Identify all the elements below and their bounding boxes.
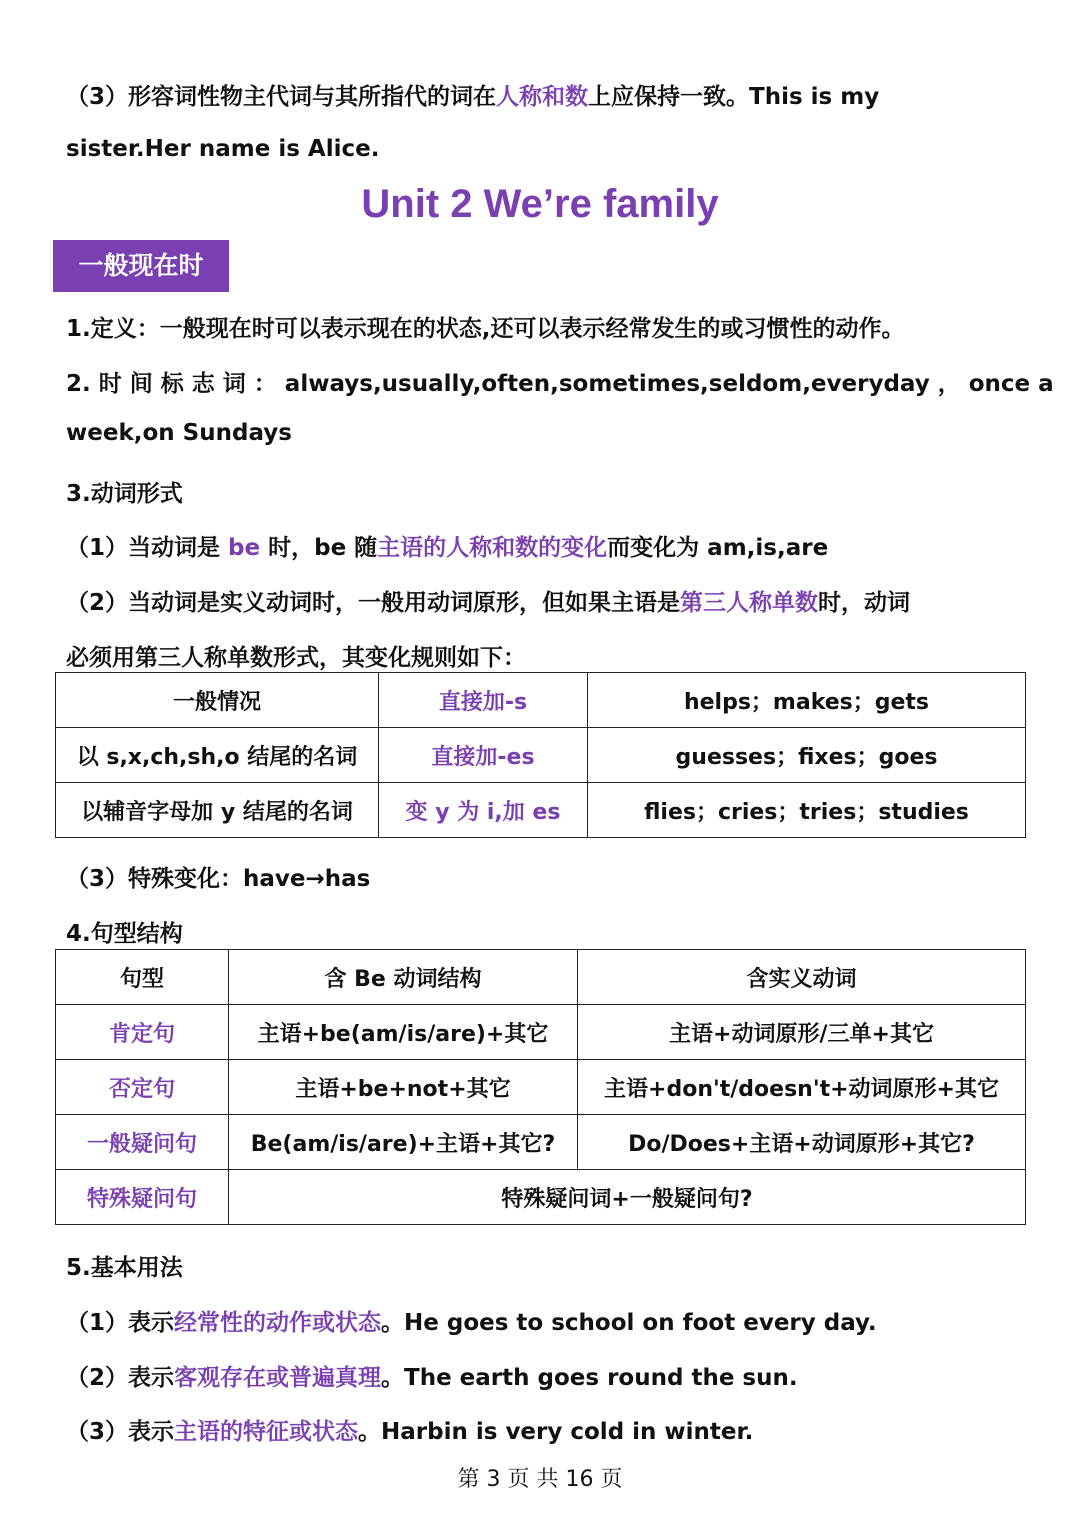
sentence-type: 否定句 [56, 1060, 229, 1115]
usage-suffix: 。The earth goes round the sun. [381, 1365, 798, 1391]
sentence-type: 一般疑问句 [56, 1115, 229, 1170]
usage-suffix: 。He goes to school on foot every day. [381, 1310, 877, 1336]
verb-rule-1-suffix: 而变化为 am,is,are [607, 535, 829, 561]
time-words-line-1: 2. 时 间 标 志 词 ： always,usually,often,sometimes,seldom,everyday ， once a [66, 371, 1054, 397]
sentence-heading: 4.句型结构 [66, 921, 183, 947]
table-row [56, 728, 1026, 783]
usage-2 [66, 1359, 1014, 1392]
definition: 1.定义：一般现在时可以表示现在的状态,还可以表示经常发生的或习惯性的动作。 [66, 316, 905, 342]
rule-method: 变 y 为 i,加 es [379, 783, 588, 838]
verb-rule-1-be: be [228, 535, 261, 561]
verb-rule-1-highlight: 主语的人称和数的变化 [377, 535, 608, 561]
time-words-line-2: week,on Sundays [66, 420, 292, 446]
verb-structure: 主语+动词原形/三单+其它 [578, 1005, 1026, 1060]
usage-suffix: 。Harbin is very cold in winter. [358, 1419, 754, 1445]
verb-rule-2-line-2: 必须用第三人称单数形式，其变化规则如下： [66, 645, 526, 671]
intro-highlight: 人称和数 [496, 84, 589, 110]
sentence-type: 特殊疑问句 [56, 1170, 229, 1225]
be-structure: 主语+be(am/is/are)+其它 [229, 1005, 578, 1060]
usage-highlight: 主语的特征或状态 [174, 1419, 359, 1445]
table-row [56, 1115, 1026, 1170]
intro-text: （3）形容词性物主代词与其所指代的词在 [66, 84, 497, 110]
usage-3 [66, 1413, 1014, 1446]
verb-rule-1-prefix: （1）当动词是 [66, 535, 229, 561]
usage-heading: 5.基本用法 [66, 1255, 183, 1281]
intro-suffix: 上应保持一致。This is my [588, 84, 880, 110]
rule-case: 以辅音字母加 y 结尾的名词 [56, 783, 379, 838]
page-footer: 第 3 页 共 16 页 [457, 1467, 623, 1492]
rule-examples: flies；cries；tries；studies [588, 783, 1026, 838]
table-row [56, 1060, 1026, 1115]
table-row [56, 783, 1026, 838]
rule-examples: helps；makes；gets [588, 673, 1026, 728]
verb-rule-2-suffix: 时，动词 [818, 590, 911, 616]
verb-rule-2-highlight: 第三人称单数 [680, 590, 819, 616]
header-verb: 含实义动词 [578, 950, 1026, 1005]
table-row [56, 673, 1026, 728]
verb-structure: Do/Does+主语+动词原形+其它? [578, 1115, 1026, 1170]
special-structure: 特殊疑问词+一般疑问句? [229, 1170, 1026, 1225]
be-structure: 主语+be+not+其它 [229, 1060, 578, 1115]
rule-case: 以 s,x,ch,sh,o 结尾的名词 [56, 728, 379, 783]
header-type: 句型 [56, 950, 229, 1005]
verb-form-heading: 3.动词形式 [66, 481, 183, 507]
verb-rule-2-prefix: （2）当动词是实义动词时，一般用动词原形，但如果主语是 [66, 590, 681, 616]
rule-method: 直接加-es [379, 728, 588, 783]
usage-prefix: （2）表示 [66, 1365, 175, 1391]
table-row [56, 1005, 1026, 1060]
rule-method: 直接加-s [379, 673, 588, 728]
third-person-rules-table [55, 672, 1026, 838]
sentence-structure-table [55, 949, 1026, 1225]
table-row [56, 1170, 1026, 1225]
usage-highlight: 客观存在或普遍真理 [174, 1365, 382, 1391]
rule-examples: guesses；fixes；goes [588, 728, 1026, 783]
verb-rule-2-line-1 [66, 584, 1014, 617]
usage-prefix: （1）表示 [66, 1310, 175, 1336]
special-change: （3）特殊变化：have→has [66, 866, 371, 892]
usage-1 [66, 1304, 1014, 1337]
verb-structure: 主语+don't/doesn't+动词原形+其它 [578, 1060, 1026, 1115]
section-banner: 一般现在时 [53, 240, 229, 292]
header-be: 含 Be 动词结构 [229, 950, 578, 1005]
rule-case: 一般情况 [56, 673, 379, 728]
verb-rule-1-mid: 时，be 随 [260, 535, 378, 561]
table-header-row [56, 950, 1026, 1005]
intro-line-2: sister.Her name is Alice. [66, 136, 380, 162]
unit-title: Unit 2 We’re family [361, 182, 719, 226]
usage-highlight: 经常性的动作或状态 [174, 1310, 382, 1336]
usage-prefix: （3）表示 [66, 1419, 175, 1445]
sentence-type: 肯定句 [56, 1005, 229, 1060]
be-structure: Be(am/is/are)+主语+其它? [229, 1115, 578, 1170]
verb-rule-1 [66, 529, 1014, 562]
intro-line-1 [66, 78, 1014, 111]
